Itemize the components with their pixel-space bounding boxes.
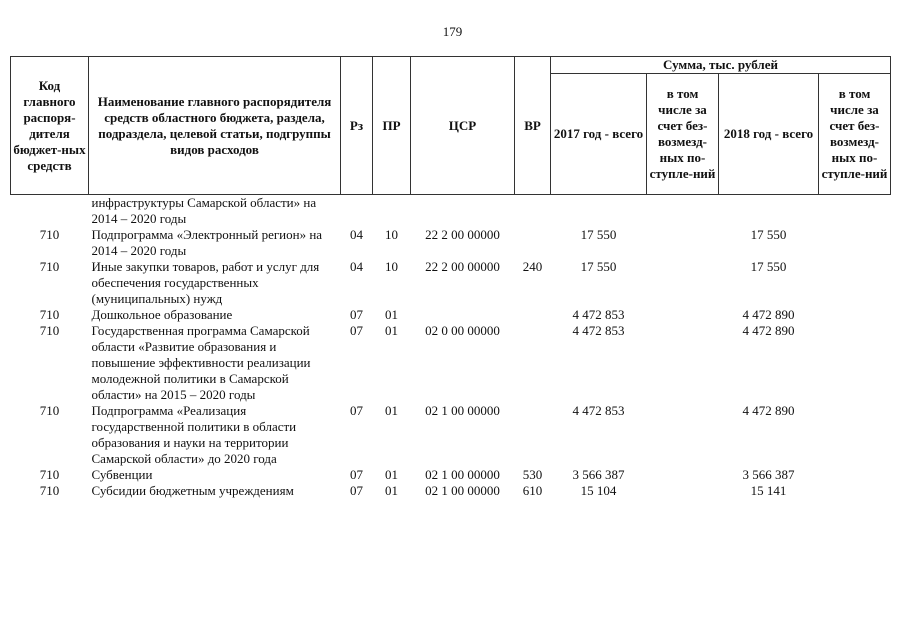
row-2017-free (647, 259, 719, 307)
row-pr: 01 (385, 483, 398, 498)
row-2018-free (819, 323, 891, 403)
table-row (11, 227, 891, 259)
row-2018-free (819, 483, 891, 499)
row-2017-free (647, 467, 719, 483)
row-2017-total: 17 550 (580, 227, 617, 242)
row-vr (515, 307, 551, 323)
budget-table (10, 56, 891, 499)
table-row (11, 323, 891, 403)
row-2018-total: 4 472 890 (742, 323, 795, 338)
row-2018-free (819, 307, 891, 323)
row-2017-total: 4 472 853 (572, 403, 625, 418)
table-row (11, 483, 891, 499)
row-csr: 02 1 00 00000 (425, 403, 500, 418)
row-code: 710 (39, 467, 60, 482)
row-rz: 04 (350, 227, 363, 242)
row-rz: 07 (350, 307, 363, 322)
header-2017-total: 2017 год - всего (551, 74, 647, 195)
row-csr: 02 0 00 00000 (425, 323, 500, 338)
header-sum-group: Сумма, тыс. рублей (551, 57, 891, 74)
row-name: Иные закупки товаров, работ и услуг для обеспечения государственных (муниципальных) нужд (91, 259, 320, 306)
row-2017-total: 15 104 (580, 483, 617, 498)
header-2018-total: 2018 год - всего (719, 74, 819, 195)
row-rz: 07 (350, 483, 363, 498)
row-2017-free (647, 227, 719, 259)
row-name: Подпрограмма «Электронный регион» на 2014 – 2020 годы (91, 227, 323, 258)
row-pr: 10 (385, 227, 398, 242)
row-2017-free (647, 307, 719, 323)
row-pr: 01 (385, 307, 398, 322)
row-csr: 02 1 00 00000 (425, 483, 500, 498)
row-name: Дошкольное образование (91, 307, 233, 322)
row-2018-total: 4 472 890 (742, 403, 795, 418)
row-2018-free (819, 467, 891, 483)
row-2017-total: 17 550 (580, 259, 617, 274)
row-2017-total: 4 472 853 (572, 323, 625, 338)
row-name: Государственная программа Самарской области «Развитие образования и повышение эффективности реализации молодежной политики в Самарской области» на 2015 – 2020 годы (91, 323, 311, 402)
table-row (11, 259, 891, 307)
header-rz: Рз (341, 57, 373, 195)
row-2018-total: 15 141 (750, 483, 787, 498)
row-vr: 530 (522, 467, 543, 482)
table-header (11, 57, 891, 195)
row-csr: 22 2 00 00000 (425, 227, 500, 242)
row-vr (515, 323, 551, 403)
row-name: Субсидии бюджетным учреждениям (91, 483, 294, 498)
row-name: Подпрограмма «Реализация государственной политики в области образования и науки на территории Самарской области» до 2020 года (91, 403, 297, 466)
row-2018-free (819, 403, 891, 467)
row-2018-free (819, 259, 891, 307)
row-2017-total: 3 566 387 (572, 467, 625, 482)
row-2017-free (647, 323, 719, 403)
header-code: Код главного распоря-дителя бюджет-ных средств (11, 57, 89, 195)
row-code: 710 (39, 227, 60, 242)
row-2017-free (647, 403, 719, 467)
row-rz: 07 (350, 467, 363, 482)
row-2018-total: 4 472 890 (742, 307, 795, 322)
row-vr: 610 (522, 483, 543, 498)
row-2018-total: 17 550 (750, 227, 787, 242)
row-csr: 02 1 00 00000 (425, 467, 500, 482)
header-pr: ПР (373, 57, 411, 195)
header-csr: ЦСР (411, 57, 515, 195)
row-rz: 07 (350, 403, 363, 418)
row-pr: 01 (385, 403, 398, 418)
table-row (11, 307, 891, 323)
page-number: 179 (442, 24, 463, 39)
row-rz: 04 (350, 259, 363, 274)
row-pr: 10 (385, 259, 398, 274)
row-2017-total: 4 472 853 (572, 307, 625, 322)
row-pr: 01 (385, 467, 398, 482)
row-2017-free (647, 483, 719, 499)
row-code: 710 (39, 403, 60, 418)
table-row (11, 403, 891, 467)
row-2018-total: 3 566 387 (742, 467, 795, 482)
row-2018-total: 17 550 (750, 259, 787, 274)
row-name: Субвенции (91, 467, 153, 482)
continuation-row (11, 195, 891, 228)
row-csr: 22 2 00 00000 (425, 259, 500, 274)
row-code: 710 (39, 259, 60, 274)
row-csr (411, 307, 515, 323)
row-2018-free (819, 227, 891, 259)
header-vr: ВР (515, 57, 551, 195)
row-code: 710 (39, 323, 60, 338)
row-vr (515, 227, 551, 259)
row-code: 710 (39, 483, 60, 498)
header-2018-free: в том числе за счет без-возмезд-ных по-ступле-ний (819, 74, 891, 195)
header-2017-free: в том числе за счет без-возмезд-ных по-ступле-ний (647, 74, 719, 195)
row-rz: 07 (350, 323, 363, 338)
table-body (11, 195, 891, 500)
continuation-text: инфраструктуры Самарской области» на 2014 – 2020 годы (91, 195, 317, 226)
header-name: Наименование главного распорядителя средств областного бюджета, раздела, подраздела, целевой статьи, подгруппы видов расходов (89, 57, 341, 195)
row-vr: 240 (522, 259, 543, 274)
row-vr (515, 403, 551, 467)
table-row (11, 467, 891, 483)
row-pr: 01 (385, 323, 398, 338)
row-code: 710 (39, 307, 60, 322)
